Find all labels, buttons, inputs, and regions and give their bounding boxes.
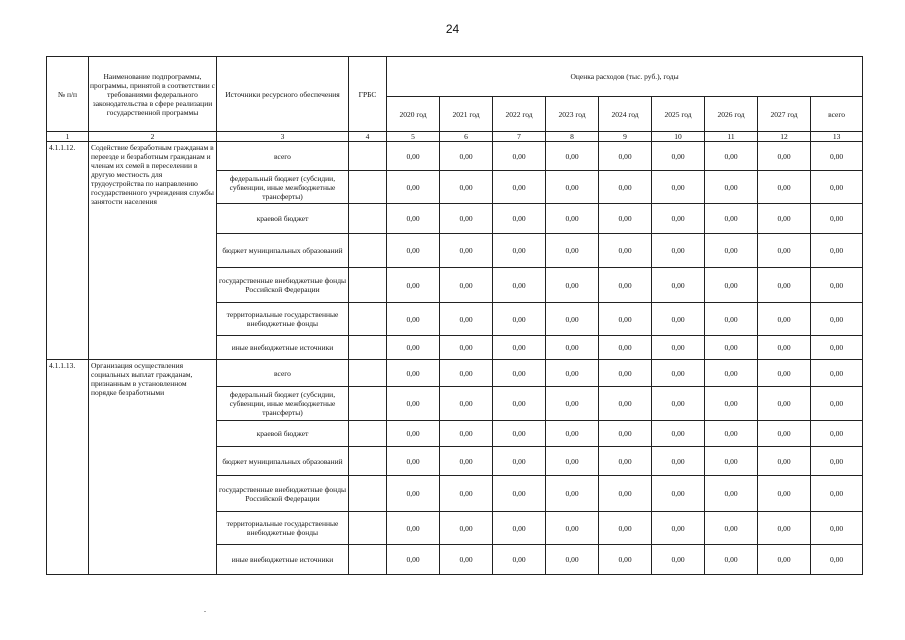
funding-source: иные внебюджетные источники <box>217 336 349 360</box>
value-cell: 0,00 <box>758 476 811 512</box>
column-index: 9 <box>599 132 652 142</box>
value-cell: 0,00 <box>811 234 863 268</box>
value-cell: 0,00 <box>652 234 705 268</box>
value-cell: 0,00 <box>652 171 705 204</box>
column-index: 3 <box>217 132 349 142</box>
value-cell: 0,00 <box>705 447 758 476</box>
value-cell: 0,00 <box>546 447 599 476</box>
value-cell: 0,00 <box>811 268 863 303</box>
column-index: 4 <box>349 132 387 142</box>
value-cell: 0,00 <box>546 476 599 512</box>
value-cell: 0,00 <box>546 234 599 268</box>
header-year: 2025 год <box>652 97 705 132</box>
value-cell: 0,00 <box>652 545 705 575</box>
value-cell: 0,00 <box>440 171 493 204</box>
value-cell: 0,00 <box>493 476 546 512</box>
value-cell: 0,00 <box>387 268 440 303</box>
value-cell: 0,00 <box>440 142 493 171</box>
value-cell: 0,00 <box>599 204 652 234</box>
value-cell: 0,00 <box>493 268 546 303</box>
grbs-cell <box>349 268 387 303</box>
value-cell: 0,00 <box>387 142 440 171</box>
header-source: Источники ресурсного обеспечения <box>217 57 349 132</box>
table-row <box>47 360 863 387</box>
value-cell: 0,00 <box>493 303 546 336</box>
table-row <box>47 142 863 171</box>
grbs-cell <box>349 171 387 204</box>
column-index: 11 <box>705 132 758 142</box>
value-cell: 0,00 <box>440 336 493 360</box>
value-cell: 0,00 <box>440 421 493 447</box>
value-cell: 0,00 <box>599 142 652 171</box>
value-cell: 0,00 <box>599 512 652 545</box>
value-cell: 0,00 <box>440 360 493 387</box>
value-cell: 0,00 <box>546 268 599 303</box>
value-cell: 0,00 <box>758 234 811 268</box>
funding-source: бюджет муниципальных образований <box>217 234 349 268</box>
value-cell: 0,00 <box>599 336 652 360</box>
value-cell: 0,00 <box>705 142 758 171</box>
value-cell: 0,00 <box>387 387 440 421</box>
value-cell: 0,00 <box>705 476 758 512</box>
header-year: 2026 год <box>705 97 758 132</box>
value-cell: 0,00 <box>493 336 546 360</box>
value-cell: 0,00 <box>705 387 758 421</box>
value-cell: 0,00 <box>705 204 758 234</box>
value-cell: 0,00 <box>599 476 652 512</box>
value-cell: 0,00 <box>493 545 546 575</box>
value-cell: 0,00 <box>493 360 546 387</box>
index-row <box>47 132 863 142</box>
funding-source: всего <box>217 142 349 171</box>
section-code: 4.1.1.12. <box>47 142 89 360</box>
value-cell: 0,00 <box>758 421 811 447</box>
value-cell: 0,00 <box>652 476 705 512</box>
grbs-cell <box>349 234 387 268</box>
column-index: 7 <box>493 132 546 142</box>
table-body <box>47 142 863 575</box>
value-cell: 0,00 <box>493 142 546 171</box>
value-cell: 0,00 <box>758 303 811 336</box>
value-cell: 0,00 <box>758 447 811 476</box>
column-index: 12 <box>758 132 811 142</box>
value-cell: 0,00 <box>652 268 705 303</box>
value-cell: 0,00 <box>387 476 440 512</box>
value-cell: 0,00 <box>546 512 599 545</box>
value-cell: 0,00 <box>493 234 546 268</box>
column-index: 1 <box>47 132 89 142</box>
value-cell: 0,00 <box>440 512 493 545</box>
value-cell: 0,00 <box>440 447 493 476</box>
value-cell: 0,00 <box>546 387 599 421</box>
value-cell: 0,00 <box>546 336 599 360</box>
budget-table <box>46 56 863 575</box>
value-cell: 0,00 <box>758 142 811 171</box>
value-cell: 0,00 <box>493 447 546 476</box>
value-cell: 0,00 <box>599 303 652 336</box>
header-year: 2020 год <box>387 97 440 132</box>
value-cell: 0,00 <box>705 171 758 204</box>
value-cell: 0,00 <box>705 545 758 575</box>
value-cell: 0,00 <box>652 447 705 476</box>
section-name: Организация осуществления социальных выплат гражданам, признанным в установленном порядке безработными <box>89 360 217 575</box>
value-cell: 0,00 <box>493 171 546 204</box>
funding-source: федеральный бюджет (субсидии, субвенции, иные межбюджетные трансферты) <box>217 387 349 421</box>
funding-source: иные внебюджетные источники <box>217 545 349 575</box>
funding-source: территориальные государственные внебюджетные фонды <box>217 303 349 336</box>
grbs-cell <box>349 387 387 421</box>
header-year: 2021 год <box>440 97 493 132</box>
value-cell: 0,00 <box>811 545 863 575</box>
column-index: 10 <box>652 132 705 142</box>
value-cell: 0,00 <box>705 512 758 545</box>
header-year: 2027 год <box>758 97 811 132</box>
value-cell: 0,00 <box>387 336 440 360</box>
value-cell: 0,00 <box>440 476 493 512</box>
value-cell: 0,00 <box>599 234 652 268</box>
value-cell: 0,00 <box>758 360 811 387</box>
value-cell: 0,00 <box>705 360 758 387</box>
value-cell: 0,00 <box>599 421 652 447</box>
value-cell: 0,00 <box>387 234 440 268</box>
value-cell: 0,00 <box>758 336 811 360</box>
value-cell: 0,00 <box>387 545 440 575</box>
value-cell: 0,00 <box>546 303 599 336</box>
header-estimate: Оценка расходов (тыс. руб.), годы <box>387 57 863 97</box>
value-cell: 0,00 <box>652 421 705 447</box>
value-cell: 0,00 <box>652 303 705 336</box>
value-cell: 0,00 <box>546 204 599 234</box>
column-index: 6 <box>440 132 493 142</box>
value-cell: 0,00 <box>758 171 811 204</box>
value-cell: 0,00 <box>387 303 440 336</box>
value-cell: 0,00 <box>493 512 546 545</box>
grbs-cell <box>349 360 387 387</box>
value-cell: 0,00 <box>811 360 863 387</box>
value-cell: 0,00 <box>387 360 440 387</box>
value-cell: 0,00 <box>811 387 863 421</box>
column-index: 8 <box>546 132 599 142</box>
value-cell: 0,00 <box>599 447 652 476</box>
value-cell: 0,00 <box>493 204 546 234</box>
value-cell: 0,00 <box>758 387 811 421</box>
funding-source: государственные внебюджетные фонды Российской Федерации <box>217 476 349 512</box>
value-cell: 0,00 <box>758 512 811 545</box>
value-cell: 0,00 <box>546 171 599 204</box>
value-cell: 0,00 <box>652 512 705 545</box>
value-cell: 0,00 <box>387 204 440 234</box>
value-cell: 0,00 <box>599 268 652 303</box>
column-index: 5 <box>387 132 440 142</box>
value-cell: 0,00 <box>652 204 705 234</box>
value-cell: 0,00 <box>546 360 599 387</box>
section-name: Содействие безработным гражданам в переезде и безработным гражданам и членам их семей в переселении в другую местность для трудоустройства по направлению государственного учреждения службы занятости населения <box>89 142 217 360</box>
funding-source: территориальные государственные внебюджетные фонды <box>217 512 349 545</box>
header-grbs: ГРБС <box>349 57 387 132</box>
funding-source: краевой бюджет <box>217 421 349 447</box>
value-cell: 0,00 <box>705 268 758 303</box>
value-cell: 0,00 <box>440 387 493 421</box>
header-year: 2023 год <box>546 97 599 132</box>
value-cell: 0,00 <box>811 476 863 512</box>
funding-source: краевой бюджет <box>217 204 349 234</box>
footer-mark: . <box>204 605 206 614</box>
value-cell: 0,00 <box>652 387 705 421</box>
value-cell: 0,00 <box>440 303 493 336</box>
value-cell: 0,00 <box>599 545 652 575</box>
header-year: 2022 год <box>493 97 546 132</box>
grbs-cell <box>349 476 387 512</box>
value-cell: 0,00 <box>387 171 440 204</box>
section-code: 4.1.1.13. <box>47 360 89 575</box>
value-cell: 0,00 <box>546 545 599 575</box>
value-cell: 0,00 <box>546 421 599 447</box>
value-cell: 0,00 <box>758 204 811 234</box>
value-cell: 0,00 <box>387 447 440 476</box>
value-cell: 0,00 <box>705 234 758 268</box>
value-cell: 0,00 <box>652 360 705 387</box>
grbs-cell <box>349 421 387 447</box>
value-cell: 0,00 <box>440 204 493 234</box>
value-cell: 0,00 <box>546 142 599 171</box>
value-cell: 0,00 <box>811 303 863 336</box>
funding-source: бюджет муниципальных образований <box>217 447 349 476</box>
header-year: всего <box>811 97 863 132</box>
value-cell: 0,00 <box>705 421 758 447</box>
grbs-cell <box>349 512 387 545</box>
grbs-cell <box>349 303 387 336</box>
value-cell: 0,00 <box>493 387 546 421</box>
grbs-cell <box>349 545 387 575</box>
funding-source: федеральный бюджет (субсидии, субвенции, иные межбюджетные трансферты) <box>217 171 349 204</box>
grbs-cell <box>349 142 387 171</box>
column-index: 2 <box>89 132 217 142</box>
value-cell: 0,00 <box>811 336 863 360</box>
value-cell: 0,00 <box>652 336 705 360</box>
funding-source: государственные внебюджетные фонды Российской Федерации <box>217 268 349 303</box>
value-cell: 0,00 <box>387 512 440 545</box>
grbs-cell <box>349 447 387 476</box>
value-cell: 0,00 <box>811 512 863 545</box>
value-cell: 0,00 <box>440 545 493 575</box>
value-cell: 0,00 <box>599 171 652 204</box>
value-cell: 0,00 <box>758 268 811 303</box>
column-index: 13 <box>811 132 863 142</box>
value-cell: 0,00 <box>440 234 493 268</box>
grbs-cell <box>349 204 387 234</box>
value-cell: 0,00 <box>705 336 758 360</box>
value-cell: 0,00 <box>811 447 863 476</box>
value-cell: 0,00 <box>705 303 758 336</box>
header-name: Наименование подпрограммы, программы, принятой в соответствии с требованиями федерального законодательства в сфере реализации государственной программы <box>89 57 217 132</box>
funding-source: всего <box>217 360 349 387</box>
value-cell: 0,00 <box>811 204 863 234</box>
value-cell: 0,00 <box>811 421 863 447</box>
value-cell: 0,00 <box>387 421 440 447</box>
header-num: № п/п <box>47 57 89 132</box>
value-cell: 0,00 <box>599 360 652 387</box>
value-cell: 0,00 <box>440 268 493 303</box>
value-cell: 0,00 <box>811 171 863 204</box>
header-year: 2024 год <box>599 97 652 132</box>
value-cell: 0,00 <box>652 142 705 171</box>
value-cell: 0,00 <box>599 387 652 421</box>
value-cell: 0,00 <box>811 142 863 171</box>
value-cell: 0,00 <box>493 421 546 447</box>
page-number: 24 <box>445 22 460 36</box>
grbs-cell <box>349 336 387 360</box>
value-cell: 0,00 <box>758 545 811 575</box>
